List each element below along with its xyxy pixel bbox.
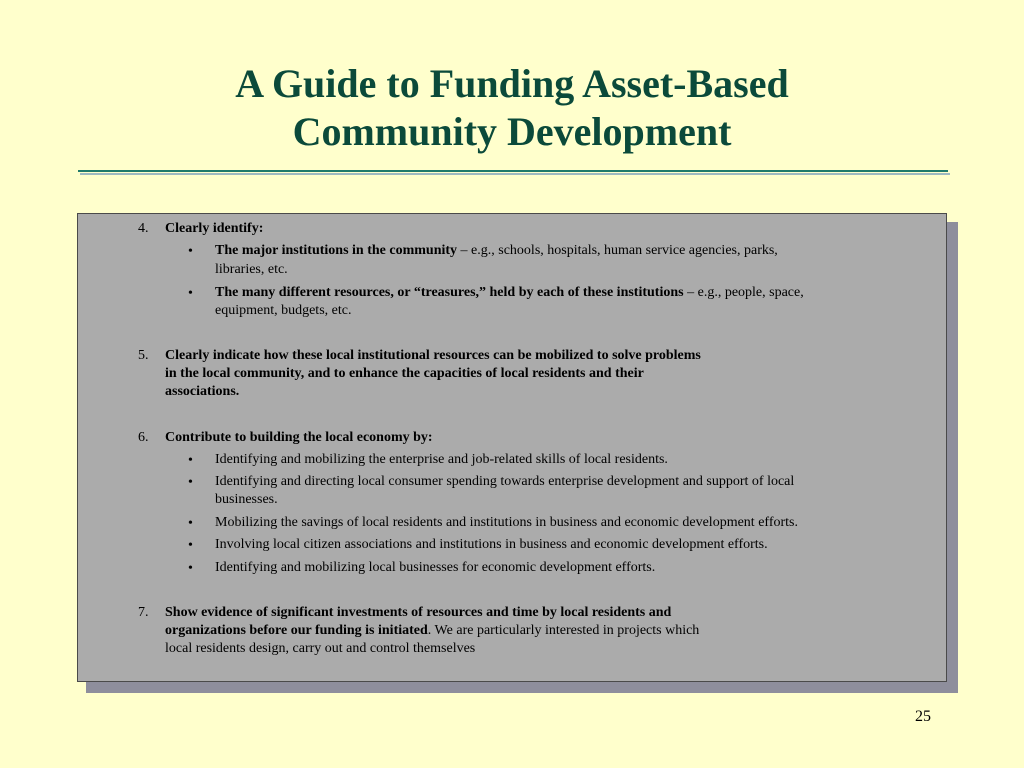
bullet-icon: • bbox=[188, 516, 193, 531]
bullet-icon: • bbox=[188, 538, 193, 553]
item-6-bullet-2: Identifying and directing local consumer spending towards enterprise development and support of local bbox=[215, 474, 795, 489]
item-4-number: 4. bbox=[138, 221, 149, 236]
title-divider bbox=[78, 170, 948, 172]
item-7-line2: organizations before our funding is initiated. We are particularly interested in projects which bbox=[165, 623, 700, 638]
item-7-line3: local residents design, carry out and control themselves bbox=[165, 641, 476, 656]
item-6-bullet-5: Identifying and mobilizing local businesses for economic development efforts. bbox=[215, 560, 656, 575]
item-4-bullet-2-cont: equipment, budgets, etc. bbox=[215, 303, 352, 318]
slide-title-line1: A Guide to Funding Asset-Based bbox=[235, 61, 789, 106]
slide-title-line2: Community Development bbox=[292, 109, 732, 154]
item-4-bullet-2: The many different resources, or “treasures,” held by each of these institutions – e.g., people, space, bbox=[215, 285, 804, 300]
item-7-number: 7. bbox=[138, 605, 149, 620]
item-6-bullet-2-cont: businesses. bbox=[215, 492, 278, 507]
item-4-heading: Clearly identify: bbox=[165, 221, 264, 236]
item-6-bullet-1: Identifying and mobilizing the enterprise and job-related skills of local residents. bbox=[215, 452, 668, 467]
item-4-bullet-1: The major institutions in the community – e.g., schools, hospitals, human service agencies, parks, bbox=[215, 243, 778, 258]
item-6-bullet-3: Mobilizing the savings of local residents and institutions in business and economic development efforts. bbox=[215, 515, 798, 530]
page-number: 25 bbox=[915, 708, 931, 725]
item-6-bullet-4: Involving local citizen associations and institutions in business and economic development efforts. bbox=[215, 537, 768, 552]
bullet-icon: • bbox=[188, 453, 193, 468]
item-7-line1: Show evidence of significant investments of resources and time by local residents and bbox=[165, 605, 672, 620]
bullet-icon: • bbox=[188, 286, 193, 301]
bullet-icon: • bbox=[188, 561, 193, 576]
item-5-line1: Clearly indicate how these local institutional resources can be mobilized to solve problems bbox=[165, 348, 701, 363]
slide-title bbox=[0, 60, 1024, 156]
item-5-line2: in the local community, and to enhance the capacities of local residents and their bbox=[165, 366, 644, 381]
item-5-number: 5. bbox=[138, 348, 149, 363]
item-4-bullet-1-cont: libraries, etc. bbox=[215, 262, 288, 277]
item-5-line3: associations. bbox=[165, 384, 240, 399]
bullet-icon: • bbox=[188, 244, 193, 259]
bullet-icon: • bbox=[188, 475, 193, 490]
content-box bbox=[77, 213, 947, 682]
item-6-heading: Contribute to building the local economy by: bbox=[165, 430, 433, 445]
title-divider-shadow bbox=[80, 173, 950, 175]
item-6-number: 6. bbox=[138, 430, 149, 445]
